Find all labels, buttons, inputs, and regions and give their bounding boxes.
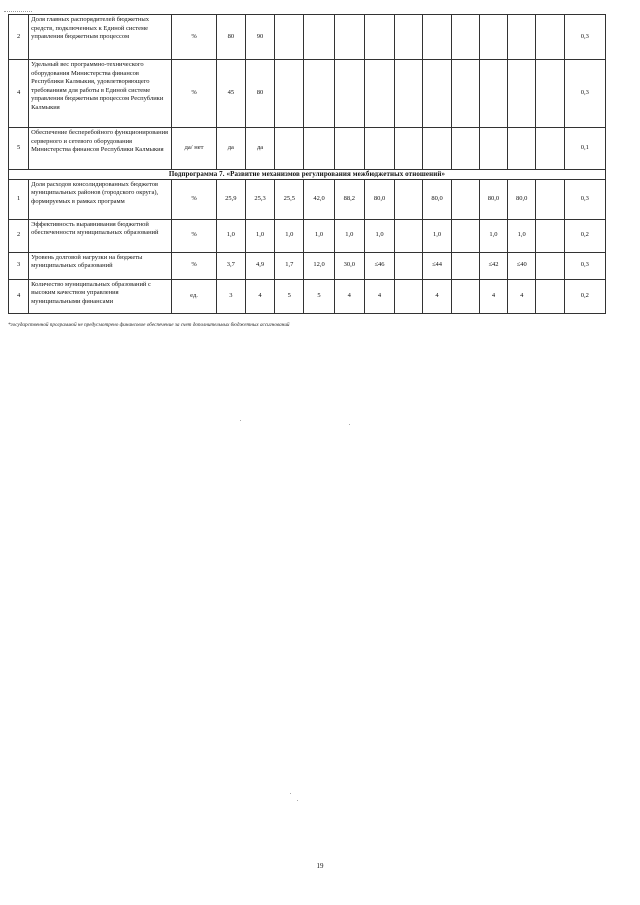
value-cell bbox=[536, 279, 564, 313]
value-cell bbox=[479, 60, 507, 128]
value-cell: 42,0 bbox=[304, 179, 334, 219]
value-cell: 25,9 bbox=[216, 179, 245, 219]
value-cell bbox=[334, 15, 364, 60]
value-cell bbox=[304, 60, 334, 128]
value-cell: 1,0 bbox=[364, 219, 394, 252]
value-cell: 1,0 bbox=[423, 219, 451, 252]
indicator-name-cell: Обеспечение бесперебойного функционирования серверного и сетевого оборудования Министерства финансов Республики Калмыкия bbox=[29, 128, 172, 170]
value-cell bbox=[536, 15, 564, 60]
unit-cell: % bbox=[172, 179, 216, 219]
value-cell: 3,7 bbox=[216, 252, 245, 279]
value-cell bbox=[395, 15, 423, 60]
page-number: 19 bbox=[316, 862, 324, 870]
value-cell bbox=[508, 15, 536, 60]
value-cell bbox=[536, 179, 564, 219]
value-cell: 1,0 bbox=[334, 219, 364, 252]
table-row bbox=[9, 60, 606, 128]
unit-cell: % bbox=[172, 219, 216, 252]
top-margin-mark bbox=[4, 11, 32, 12]
value-cell bbox=[536, 128, 564, 170]
value-cell bbox=[536, 60, 564, 128]
value-cell: 80,0 bbox=[479, 179, 507, 219]
value-cell bbox=[451, 279, 479, 313]
value-cell: да bbox=[216, 128, 245, 170]
value-cell bbox=[451, 128, 479, 170]
value-cell bbox=[479, 128, 507, 170]
value-cell bbox=[275, 128, 304, 170]
value-cell: 1,0 bbox=[508, 219, 536, 252]
indicator-name-cell: Количество муниципальных образований с высоким качеством управления муниципальными финансами bbox=[29, 279, 172, 313]
value-cell bbox=[451, 179, 479, 219]
value-cell bbox=[508, 60, 536, 128]
value-cell bbox=[479, 15, 507, 60]
subprogram-title: Подпрограмма 7. «Развитие механизмов регулирования межбюджетных отношений» bbox=[9, 170, 606, 180]
value-cell: 80,0 bbox=[423, 179, 451, 219]
value-cell bbox=[334, 60, 364, 128]
value-cell: 5 bbox=[304, 279, 334, 313]
value-cell bbox=[395, 279, 423, 313]
value-cell: 88,2 bbox=[334, 179, 364, 219]
value-cell bbox=[451, 219, 479, 252]
value-cell bbox=[536, 219, 564, 252]
value-cell bbox=[423, 60, 451, 128]
table-row bbox=[9, 15, 606, 60]
scan-speck bbox=[297, 800, 298, 801]
scan-speck bbox=[290, 793, 291, 794]
weight-cell: 0,1 bbox=[564, 128, 605, 170]
value-cell: 1,0 bbox=[479, 219, 507, 252]
value-cell bbox=[451, 15, 479, 60]
value-cell: 80 bbox=[245, 60, 274, 128]
value-cell: 12,0 bbox=[304, 252, 334, 279]
value-cell bbox=[275, 15, 304, 60]
value-cell bbox=[423, 128, 451, 170]
value-cell: 1,7 bbox=[275, 252, 304, 279]
table-row bbox=[9, 179, 606, 219]
scan-speck bbox=[349, 424, 350, 425]
weight-cell: 0,3 bbox=[564, 15, 605, 60]
weight-cell: 0,3 bbox=[564, 179, 605, 219]
value-cell bbox=[508, 128, 536, 170]
row-number-cell: 2 bbox=[9, 15, 29, 60]
indicator-name-cell: Уровень долговой нагрузки на бюджеты муниципальных образований bbox=[29, 252, 172, 279]
table-row bbox=[9, 252, 606, 279]
unit-cell: ед. bbox=[172, 279, 216, 313]
table-body-bottom bbox=[9, 179, 606, 313]
value-cell bbox=[304, 15, 334, 60]
value-cell: 3 bbox=[216, 279, 245, 313]
weight-cell: 0,2 bbox=[564, 219, 605, 252]
value-cell bbox=[275, 60, 304, 128]
indicator-name-cell: Доля главных распорядителей бюджетных средств, подключенных к Единой системе управления бюджетным процессом bbox=[29, 15, 172, 60]
indicators-table bbox=[8, 14, 606, 314]
value-cell bbox=[536, 252, 564, 279]
value-cell bbox=[364, 60, 394, 128]
weight-cell: 0,3 bbox=[564, 252, 605, 279]
value-cell: 25,5 bbox=[275, 179, 304, 219]
value-cell: 4 bbox=[245, 279, 274, 313]
value-cell bbox=[395, 179, 423, 219]
value-cell: 80,0 bbox=[364, 179, 394, 219]
value-cell bbox=[395, 60, 423, 128]
value-cell: ≤40 bbox=[508, 252, 536, 279]
indicator-name-cell: Удельный вес программно-технического оборудования Министерства финансов Республики Калмыкия, удовлетворяющего требованиям для работы в Единой системе управления бюджетным процессом Республики Калмыкия bbox=[29, 60, 172, 128]
table-row bbox=[9, 279, 606, 313]
value-cell: 4 bbox=[364, 279, 394, 313]
value-cell bbox=[451, 60, 479, 128]
value-cell: 25,3 bbox=[245, 179, 274, 219]
value-cell: 4,9 bbox=[245, 252, 274, 279]
value-cell bbox=[395, 219, 423, 252]
value-cell: да bbox=[245, 128, 274, 170]
weight-cell: 0,3 bbox=[564, 60, 605, 128]
value-cell: 1,0 bbox=[304, 219, 334, 252]
value-cell bbox=[395, 252, 423, 279]
value-cell: 1,0 bbox=[245, 219, 274, 252]
value-cell: 4 bbox=[479, 279, 507, 313]
value-cell bbox=[364, 128, 394, 170]
table-body-top bbox=[9, 15, 606, 170]
row-number-cell: 3 bbox=[9, 252, 29, 279]
value-cell: ≤42 bbox=[479, 252, 507, 279]
value-cell: 80 bbox=[216, 15, 245, 60]
value-cell: 45 bbox=[216, 60, 245, 128]
value-cell bbox=[395, 128, 423, 170]
indicator-name-cell: Эффективность выравнивания бюджетной обеспеченности муниципальных образований bbox=[29, 219, 172, 252]
row-number-cell: 4 bbox=[9, 60, 29, 128]
scan-speck bbox=[240, 420, 241, 421]
value-cell bbox=[304, 128, 334, 170]
row-number-cell: 4 bbox=[9, 279, 29, 313]
section-header bbox=[9, 170, 606, 180]
value-cell: 90 bbox=[245, 15, 274, 60]
unit-cell: да/ нет bbox=[172, 128, 216, 170]
value-cell: 4 bbox=[423, 279, 451, 313]
value-cell bbox=[334, 128, 364, 170]
value-cell: 4 bbox=[334, 279, 364, 313]
row-number-cell: 5 bbox=[9, 128, 29, 170]
footnote: *государственной программой не предусмотрено финансовое обеспечение за счет дополнительных бюджетных ассигнований bbox=[8, 322, 290, 328]
weight-cell: 0,2 bbox=[564, 279, 605, 313]
value-cell: 1,0 bbox=[275, 219, 304, 252]
value-cell: 1,0 bbox=[216, 219, 245, 252]
value-cell: 80,0 bbox=[508, 179, 536, 219]
row-number-cell: 2 bbox=[9, 219, 29, 252]
indicator-name-cell: Доля расходов консолидированных бюджетов муниципальных районов (городского округа), формируемых в рамках программ bbox=[29, 179, 172, 219]
value-cell: ≤46 bbox=[364, 252, 394, 279]
value-cell: 30,0 bbox=[334, 252, 364, 279]
row-number-cell: 1 bbox=[9, 179, 29, 219]
unit-cell: % bbox=[172, 15, 216, 60]
value-cell: 4 bbox=[508, 279, 536, 313]
table-row bbox=[9, 219, 606, 252]
unit-cell: % bbox=[172, 60, 216, 128]
value-cell bbox=[451, 252, 479, 279]
value-cell: 5 bbox=[275, 279, 304, 313]
value-cell bbox=[423, 15, 451, 60]
value-cell: ≤44 bbox=[423, 252, 451, 279]
unit-cell: % bbox=[172, 252, 216, 279]
value-cell bbox=[364, 15, 394, 60]
table-row bbox=[9, 128, 606, 170]
